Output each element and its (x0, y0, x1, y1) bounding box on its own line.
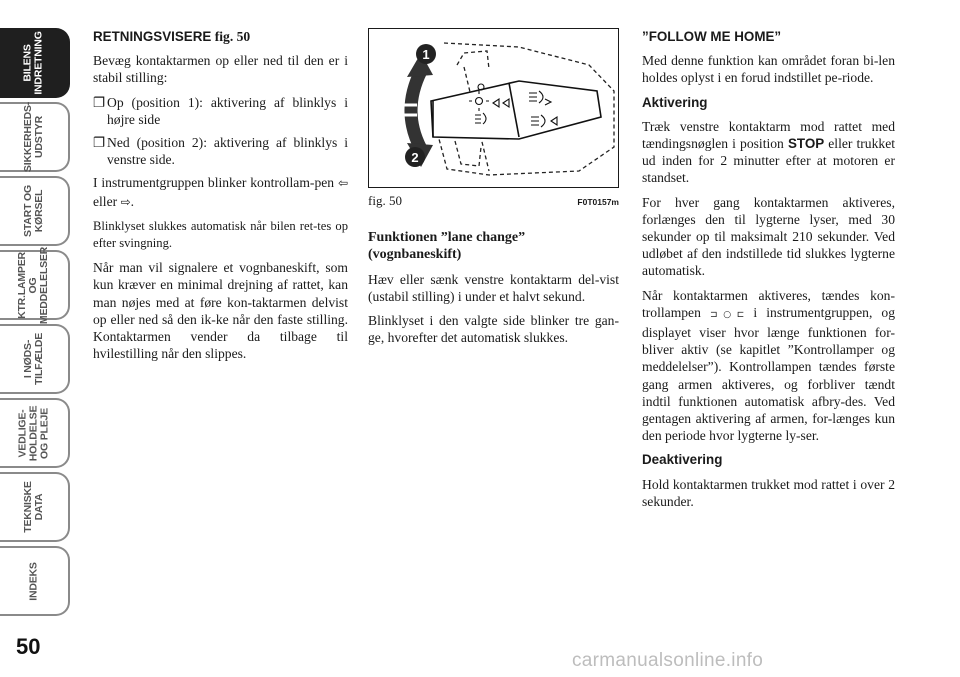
tab-label: I NØDS- TILFÆLDE (22, 332, 45, 386)
tab-start-og-korsel[interactable] (0, 176, 70, 246)
figure-caption (368, 192, 619, 211)
figure-code: F0T0157m (577, 197, 619, 207)
heading-deaktivering: Deaktivering (642, 452, 723, 468)
warning-lamp-paragraph (642, 287, 895, 445)
column-follow-me-home (642, 28, 895, 517)
activation-paragraph (642, 118, 895, 187)
page-number: 50 (16, 634, 41, 659)
intro-paragraph: Bevæg kontaktarmen op eller ned til den er i stabil stilling: (93, 53, 348, 86)
figure-reference: fig. 50 (214, 29, 251, 44)
list-item-text: Op (position 1): aktivering af blinklys i højre side (107, 94, 348, 127)
position-1-label: 1 (422, 47, 430, 62)
tab-label: SIKKERHEDS- UDSTYR (22, 101, 45, 173)
arrow-left-icon: ⇦ (337, 176, 348, 191)
heading-follow-me-home: ”FOLLOW ME HOME” (642, 29, 782, 44)
tab-indeks[interactable] (0, 546, 70, 616)
arrow-right-icon: ⇨ (120, 194, 131, 209)
stalk-diagram (369, 29, 618, 187)
paragraph-text: eller trukket ud inden for 2 minutter efter at motoren er standset. (642, 136, 896, 186)
heading-retningsvisere: RETNINGSVISERE (93, 29, 212, 44)
list-item (93, 94, 348, 128)
tab-vedligeholdelse[interactable] (0, 398, 70, 468)
tab-bilens-indretning[interactable] (0, 28, 70, 98)
tab-label: INDEKS (27, 561, 40, 601)
duration-paragraph: For hver gang kontaktarmen aktiveres, forlænges den til lygterne lyser, med 30 sekunder op til maksimalt 210 sekunder. Ved udløbet af den indstillede tid slukkes lygterne automatisk. (642, 194, 895, 279)
headlight-lamp-icon: ⊐○⊏ (709, 309, 745, 320)
checkbox-bullet-icon: ❐ (93, 94, 106, 110)
tab-label: BILENS INDRETNING (22, 31, 45, 95)
paragraph-text: I instrumentgruppen blinker kontrollam-pen (93, 175, 335, 191)
period: . (130, 193, 135, 209)
paragraph-text: i instrumentgruppen, og displayet viser hvor længe funktionen for-bliver aktiv (se kapitlet ”Kontrollamper og meddelelser”). Kontrollampen tændes første gang armen aktiveres, og forbliver tændt indtil funktionen automatisk afbry-des. Ved gentagen aktivering af armen, for-længes kun den periode hvor lygterne ly-ser. (642, 304, 896, 444)
figure-label: fig. 50 (368, 193, 402, 208)
auto-off-paragraph: Blinklyset slukkes automatisk når bilen ret-tes op efter svingning. (93, 218, 348, 251)
column-retningsvisere (93, 28, 348, 369)
tab-sikkerhedsudstyr[interactable] (0, 102, 70, 172)
tab-label: START OG KØRSEL (22, 185, 45, 237)
tab-tekniske-data[interactable] (0, 472, 70, 542)
paragraph-text: Træk venstre kontaktarm mod rattet med tændingsnøglen i position (642, 118, 895, 152)
follow-me-home-intro: Med denne funktion kan området foran bi-len holdes oplyst i en forud indstillet pe-riode. (642, 53, 895, 86)
list-item (93, 134, 348, 168)
stop-position-label: STOP (787, 136, 825, 152)
position-2-label: 2 (411, 150, 419, 165)
lane-change-result: Blinklyset i den valgte side blinker tre gan-ge, hvorefter det automatisk slukkes. (368, 313, 619, 346)
checkbox-bullet-icon: ❐ (93, 135, 106, 151)
deactivation-paragraph: Hold kontaktarmen trukket mod rattet i over 2 sekunder. (642, 476, 895, 509)
watermark: carmanualsonline.info (572, 650, 764, 671)
tab-kontrollamper[interactable] (0, 246, 70, 324)
tab-label: TEKNISKE DATA (22, 481, 45, 533)
tab-i-nodstilfaelde[interactable] (0, 324, 70, 394)
list-item-text: Ned (position 2): aktivering af blinklys i venstre side. (107, 135, 348, 168)
lane-change-paragraph: Når man vil signalere et vognbaneskift, som kun kræver en minimal drejning af rattet, kan man nøjes med at føre kon-taktarmen delvist op eller ned så den ik-ke når den faste stilling. Kontaktarmen vender da tilbage til hvilestilling når den slippes. (93, 260, 348, 362)
lane-change-instructions: Hæv eller sænk venstre kontaktarm del-vist (ustabil stilling) i under et halvt sekund. (368, 271, 619, 304)
figure-stalk-illustration (368, 28, 619, 188)
heading-lane-change: Funktionen ”lane change” (vognbaneskift) (368, 230, 526, 263)
heading-aktivering: Aktivering (642, 94, 708, 110)
paragraph-text: Når kontaktarmen aktiveres, tændes kon-trollampen (642, 287, 895, 320)
connector-text: eller (93, 193, 118, 209)
indicator-paragraph (93, 174, 348, 210)
tab-label: KTR.LAMPER OG MEDDELELSER (16, 246, 51, 324)
section-heading (93, 28, 348, 45)
tab-label: VEDLIGE- HOLDELSE OG PLEJE (16, 405, 51, 461)
column-lane-change (368, 28, 619, 353)
